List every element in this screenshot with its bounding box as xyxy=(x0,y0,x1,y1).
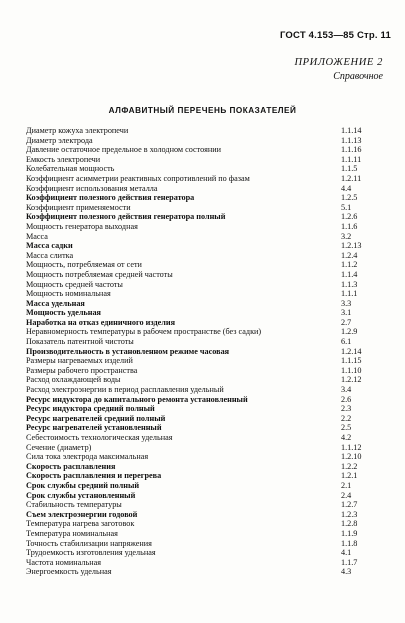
indicator-name: Масса xyxy=(26,231,48,241)
indicator-name: Ресурс нагревателей средний полный xyxy=(26,413,166,423)
indicator-code: 2.5 xyxy=(341,423,352,433)
list-item xyxy=(26,270,392,280)
list-item xyxy=(26,164,392,174)
indicator-code: 1.2.4 xyxy=(341,250,358,260)
list-item xyxy=(26,385,392,395)
indicator-code: 3.4 xyxy=(341,385,352,395)
list-item xyxy=(26,529,392,539)
list-item xyxy=(26,174,392,184)
indicator-code: 1.1.12 xyxy=(341,442,362,452)
indicator-code: 1.1.11 xyxy=(341,154,362,164)
list-item xyxy=(26,318,392,328)
indicator-name: Скорость расплавления xyxy=(26,461,116,471)
indicator-name: Сечение (диаметр) xyxy=(26,442,92,452)
indicator-code: 2.7 xyxy=(341,317,352,327)
indicator-code: 1.2.14 xyxy=(341,346,362,356)
indicator-code: 1.1.7 xyxy=(341,557,358,567)
indicator-code: 3.1 xyxy=(341,308,352,318)
list-item xyxy=(26,519,392,529)
page-title: АЛФАВИТНЫЙ ПЕРЕЧЕНЬ ПОКАЗАТЕЛЕЙ xyxy=(108,106,297,115)
indicator-name: Коэффициент полезного действия генератора xyxy=(26,193,195,203)
list-item xyxy=(26,452,392,462)
indicator-code: 1.1.16 xyxy=(341,145,362,155)
indicator-code: 3.2 xyxy=(341,231,352,241)
indicator-name: Давление остаточное предельное в холодном состоянии xyxy=(26,145,221,155)
indicator-name: Коэффициент использования металла xyxy=(26,183,158,193)
list-item xyxy=(26,289,392,299)
indicator-code: 1.2.2 xyxy=(341,461,358,471)
indicator-name: Размеры нагреваемых изделий xyxy=(26,356,133,366)
list-item xyxy=(26,395,392,405)
indicator-name: Емкость электропечи xyxy=(26,154,101,164)
indicator-code: 1.1.3 xyxy=(341,279,358,289)
indicator-name: Стабильность температуры xyxy=(26,500,122,510)
indicator-name: Мощность генератора выходная xyxy=(26,221,138,231)
list-item xyxy=(26,443,392,453)
list-item xyxy=(26,155,392,165)
indicator-code: 1.2.11 xyxy=(341,173,362,183)
list-item xyxy=(26,510,392,520)
indicator-code: 3.3 xyxy=(341,298,352,308)
indicator-name: Мощность, потребляемая от сети xyxy=(26,260,142,270)
indicator-name: Размеры рабочего пространства xyxy=(26,365,138,375)
indicator-name: Производительность в установленном режиме часовая xyxy=(26,346,230,356)
indicator-name: Колебательная мощность xyxy=(26,164,115,174)
indicator-name: Ресурс индуктора средний полный xyxy=(26,404,155,414)
indicator-name: Коэффициент асимметрии реактивных сопротивлений по фазам xyxy=(26,173,250,183)
appendix-block xyxy=(294,56,383,84)
indicator-code: 1.1.2 xyxy=(341,260,358,270)
indicator-code: 2.4 xyxy=(341,490,352,500)
indicator-code: 4.4 xyxy=(341,183,352,193)
appendix-subtitle: Справочное xyxy=(333,71,383,82)
indicator-name: Наработка на отказ единичного изделия xyxy=(26,317,176,327)
list-item xyxy=(26,462,392,472)
indicator-name: Энергоемкость удельная xyxy=(26,567,112,577)
indicator-name: Диаметр кожуха электропечи xyxy=(26,126,129,135)
indicator-name: Съем электроэнергии годовой xyxy=(26,509,138,519)
indicator-code: 2.3 xyxy=(341,404,352,414)
indicator-name: Температура номинальная xyxy=(26,528,118,538)
indicator-code: 1.1.1 xyxy=(341,289,358,299)
indicator-name: Показатель патентной чистоты xyxy=(26,337,134,347)
indicator-code: 1.2.13 xyxy=(341,241,362,251)
indicator-name: Расход электроэнергии в период расплавления удельный xyxy=(26,385,224,395)
list-item xyxy=(26,260,392,270)
indicator-code: 1.1.5 xyxy=(341,164,358,174)
indicator-code: 1.2.12 xyxy=(341,375,362,385)
indicator-name: Себестоимость технологическая удельная xyxy=(26,433,173,442)
list-item xyxy=(26,548,392,558)
indicator-code: 1.2.3 xyxy=(341,509,358,519)
indicator-name: Мощность номинальная xyxy=(26,289,111,299)
indicator-name: Срок службы установленный xyxy=(26,490,136,500)
indicator-name: Срок службы средний полный xyxy=(26,480,140,490)
list-item xyxy=(26,337,392,347)
indicator-name: Масса слитка xyxy=(26,250,74,260)
indicator-name: Масса удельная xyxy=(26,298,85,308)
list-item xyxy=(26,327,392,337)
list-item xyxy=(26,203,392,213)
list-item xyxy=(26,308,392,318)
indicator-name: Ресурс индуктора до капитального ремонта установленный xyxy=(26,394,248,404)
list-item xyxy=(26,136,392,146)
indicator-name: Коэффициент полезного действия генератора полный xyxy=(26,212,226,222)
list-item xyxy=(26,280,392,290)
list-item xyxy=(26,126,392,136)
indicator-list xyxy=(26,126,392,577)
list-item xyxy=(26,356,392,366)
indicator-code: 2.2 xyxy=(341,413,352,423)
indicator-code: 1.2.1 xyxy=(341,471,358,481)
indicator-code: 2.6 xyxy=(341,394,352,404)
indicator-name: Мощность средней частоты xyxy=(26,279,123,289)
list-item xyxy=(26,251,392,261)
list-item xyxy=(26,433,392,443)
indicator-name: Расход охлаждающей воды xyxy=(26,375,121,385)
indicator-code: 4.2 xyxy=(341,433,352,442)
list-item xyxy=(26,193,392,203)
list-item xyxy=(26,184,392,194)
list-item xyxy=(26,481,392,491)
list-item xyxy=(26,414,392,424)
indicator-name: Трудоемкость изготовления удельная xyxy=(26,548,156,558)
indicator-name: Коэффициент применяемости xyxy=(26,202,131,212)
indicator-name: Мощность удельная xyxy=(26,308,101,318)
indicator-name: Частота номинальная xyxy=(26,557,101,567)
indicator-code: 1.1.6 xyxy=(341,221,358,231)
indicator-code: 4.3 xyxy=(341,567,352,577)
indicator-code: 1.1.13 xyxy=(341,135,362,145)
indicator-code: 5.1 xyxy=(341,202,352,212)
indicator-code: 6.1 xyxy=(341,337,352,347)
list-item xyxy=(26,567,392,577)
list-item xyxy=(26,347,392,357)
indicator-name: Сила тока электрода максимальная xyxy=(26,452,149,462)
indicator-name: Неравномерность температуры в рабочем пространстве (без садки) xyxy=(26,327,262,337)
indicator-code: 2.1 xyxy=(341,480,352,490)
indicator-name: Диаметр электрода xyxy=(26,135,93,145)
list-item xyxy=(26,299,392,309)
list-item xyxy=(26,212,392,222)
list-item xyxy=(26,558,392,568)
indicator-name: Скорость расплавления и перегрева xyxy=(26,471,162,481)
list-item xyxy=(26,491,392,501)
indicator-name: Точность стабилизации напряжения xyxy=(26,538,152,548)
list-item xyxy=(26,500,392,510)
list-item xyxy=(26,241,392,251)
indicator-code: 1.1.10 xyxy=(341,365,362,375)
page-header: ГОСТ 4.153—85 Стр. 11 xyxy=(279,30,391,41)
indicator-code: 1.1.8 xyxy=(341,538,358,548)
indicator-code: 1.2.6 xyxy=(341,212,358,222)
indicator-code: 1.1.9 xyxy=(341,528,358,538)
indicator-code: 1.2.10 xyxy=(341,452,362,462)
list-item xyxy=(26,539,392,549)
indicator-code: 1.2.7 xyxy=(341,500,358,510)
indicator-code: 1.1.15 xyxy=(341,356,362,366)
indicator-code: 1.2.9 xyxy=(341,327,358,337)
indicator-code: 1.1.14 xyxy=(341,126,362,135)
list-item xyxy=(26,232,392,242)
list-item xyxy=(26,366,392,376)
appendix-label: ПРИЛОЖЕНИЕ 2 xyxy=(294,57,383,68)
indicator-code: 1.1.4 xyxy=(341,269,358,279)
indicator-name: Мощность потребляемая средней частоты xyxy=(26,269,173,279)
indicator-code: 4.1 xyxy=(341,548,352,558)
list-item xyxy=(26,471,392,481)
list-item xyxy=(26,375,392,385)
list-item xyxy=(26,145,392,155)
indicator-name: Ресурс нагревателей установленный xyxy=(26,423,162,433)
indicator-name: Масса садки xyxy=(26,241,73,251)
list-item xyxy=(26,423,392,433)
list-item xyxy=(26,222,392,232)
indicator-code: 1.2.5 xyxy=(341,193,358,203)
indicator-name: Температура нагрева заготовок xyxy=(26,519,135,529)
indicator-code: 1.2.8 xyxy=(341,519,358,529)
list-item xyxy=(26,404,392,414)
